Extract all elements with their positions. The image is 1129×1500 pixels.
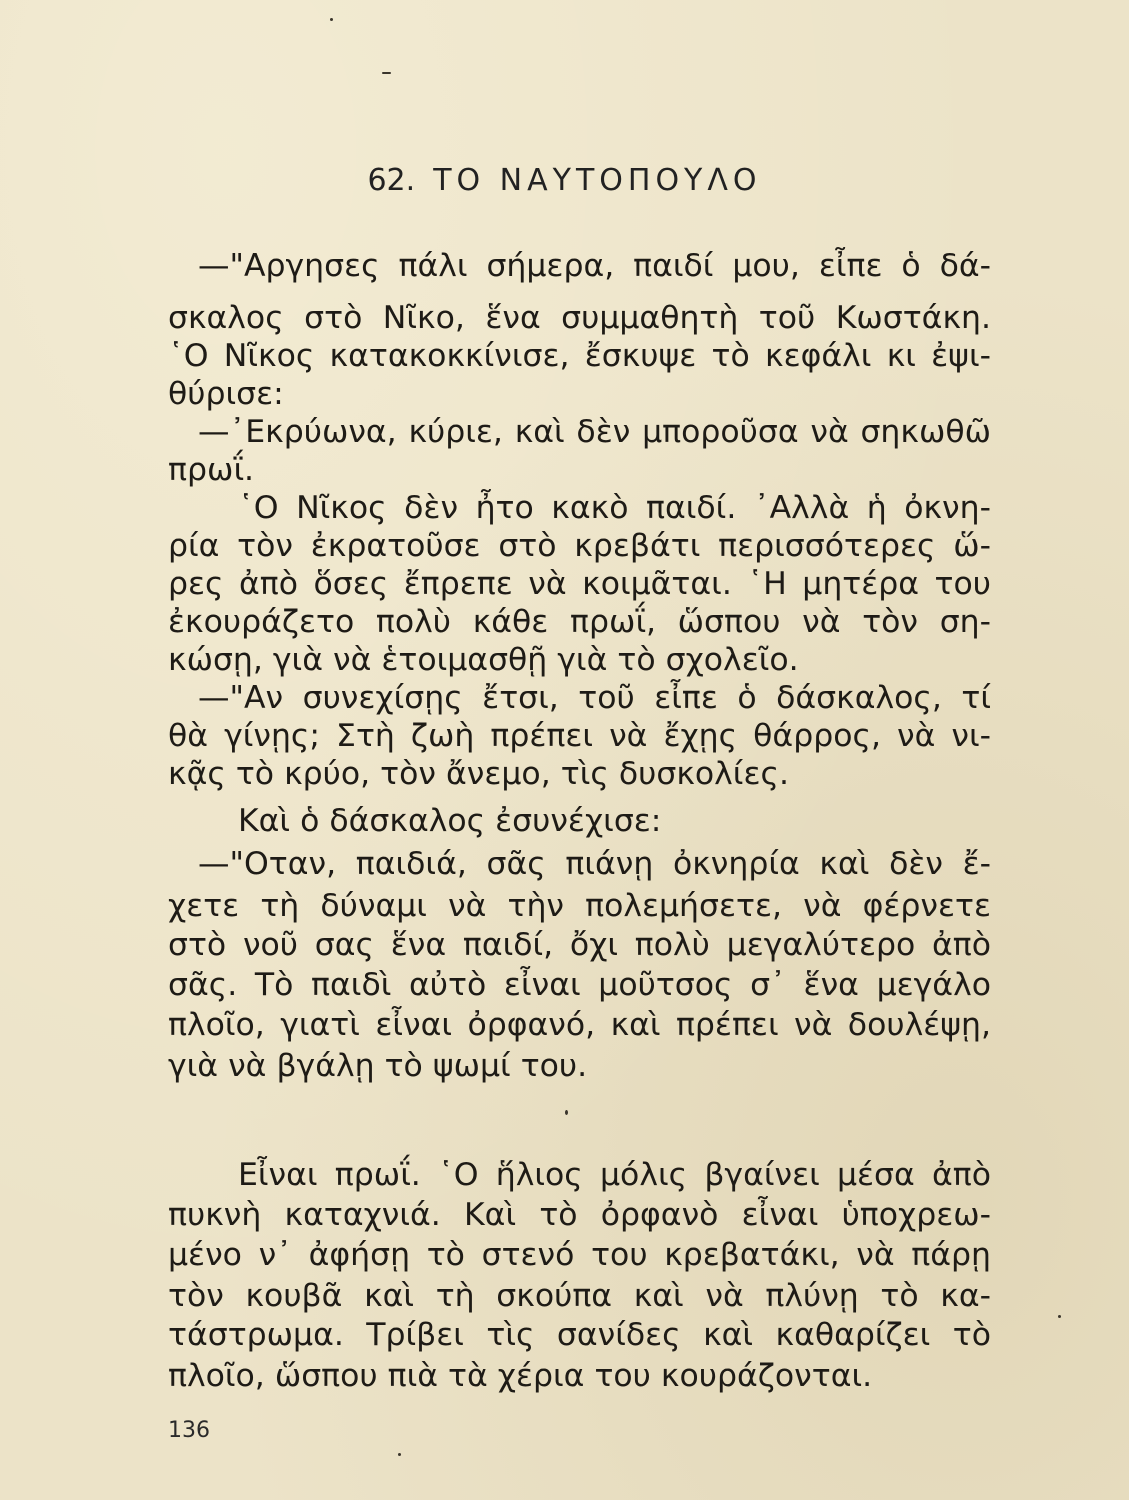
text-line: ρες ἀπὸ ὅσες ἔπρεπε νὰ κοιμᾶται. ῾Η μητέρα του xyxy=(168,566,991,602)
text-line: —"Αν συνεχίσῃς ἔτσι, τοῦ εἶπε ὁ δάσκαλος, τί xyxy=(198,680,991,716)
text-line: χετε τὴ δύναμι νὰ τὴν πολεμήσετε, νὰ φέρνετε xyxy=(168,888,991,924)
text-line: θύρισε: xyxy=(168,376,284,412)
text-line: πρωΐ. xyxy=(168,452,255,488)
text-line: πυκνὴ καταχνιά. Καὶ τὸ ὀρφανὸ εἶναι ὑποχρεω- xyxy=(168,1197,991,1233)
chapter-title: ΤΟ ΝΑΥΤΟΠΟΥΛΟ xyxy=(433,163,762,198)
text-line: σκαλος στὸ Νῖκο, ἕνα συμμαθητὴ τοῦ Κωστάκη. xyxy=(168,300,991,336)
scan-speck xyxy=(382,72,391,74)
text-line: πλοῖο, γιατὶ εἶναι ὀρφανό, καὶ πρέπει νὰ δουλέψῃ, xyxy=(168,1007,991,1043)
text-line: ῾Ο Νῖκος κατακοκκίνισε, ἔσκυψε τὸ κεφάλι κι ἐψι- xyxy=(168,338,991,374)
scan-speck xyxy=(1058,1315,1061,1318)
scan-speck xyxy=(565,1110,568,1115)
text-line: Καὶ ὁ δάσκαλος ἐσυνέχισε: xyxy=(238,803,662,839)
text-line: κᾷς τὸ κρύο, τὸν ἄνεμο, τὶς δυσκολίες. xyxy=(168,756,789,792)
text-line: —"Αργησες πάλι σήμερα, παιδί μου, εἶπε ὁ δά- xyxy=(198,248,991,284)
text-line: γιὰ νὰ βγάλῃ τὸ ψωμί του. xyxy=(168,1048,588,1084)
scan-speck xyxy=(330,18,333,21)
text-line: —"Οταν, παιδιά, σᾶς πιάνῃ ὀκνηρία καὶ δὲν ἔ- xyxy=(198,846,991,882)
text-line: πλοῖο, ὥσπου πιὰ τὰ χέρια του κουράζονται. xyxy=(168,1358,873,1394)
text-line: τὸν κουβᾶ καὶ τὴ σκούπα καὶ νὰ πλύνῃ τὸ κα- xyxy=(168,1278,991,1314)
scan-speck xyxy=(398,1453,401,1456)
text-line: ῾Ο Νῖκος δὲν ἦτο κακὸ παιδί. ᾿Αλλὰ ἡ ὀκνη- xyxy=(238,490,991,526)
text-line: κώσῃ, γιὰ νὰ ἑτοιμασθῇ γιὰ τὸ σχολεῖο. xyxy=(168,642,799,678)
text-line: σᾶς. Τὸ παιδὶ αὐτὸ εἶναι μοῦτσος σ᾿ ἕνα μεγάλο xyxy=(168,967,991,1003)
text-line: ρία τὸν ἐκρατοῦσε στὸ κρεβάτι περισσότερες ὥ- xyxy=(168,528,991,564)
text-line: θὰ γίνῃς; Στὴ ζωὴ πρέπει νὰ ἔχῃς θάρρος, νὰ νι- xyxy=(168,718,991,754)
text-line: ἐκουράζετο πολὺ κάθε πρωΐ, ὥσπου νὰ τὸν ση- xyxy=(168,604,991,640)
text-line: —᾿Εκρύωνα, κύριε, καὶ δὲν μποροῦσα νὰ σηκωθῶ xyxy=(198,414,991,450)
chapter-heading xyxy=(0,163,1129,198)
text-line: στὸ νοῦ σας ἕνα παιδί, ὄχι πολὺ μεγαλύτερο ἀπὸ xyxy=(168,927,991,963)
page-number: 136 xyxy=(168,1418,210,1443)
text-line: τάστρωμα. Τρίβει τὶς σανίδες καὶ καθαρίζει τὸ xyxy=(168,1317,991,1353)
text-line: Εἶναι πρωΐ. ῾Ο ἥλιος μόλις βγαίνει μέσα ἀπὸ xyxy=(238,1157,991,1193)
chapter-number: 62. xyxy=(367,163,416,198)
text-line: μένο ν᾿ ἀφήσῃ τὸ στενό του κρεβατάκι, νὰ πάρῃ xyxy=(168,1237,991,1273)
